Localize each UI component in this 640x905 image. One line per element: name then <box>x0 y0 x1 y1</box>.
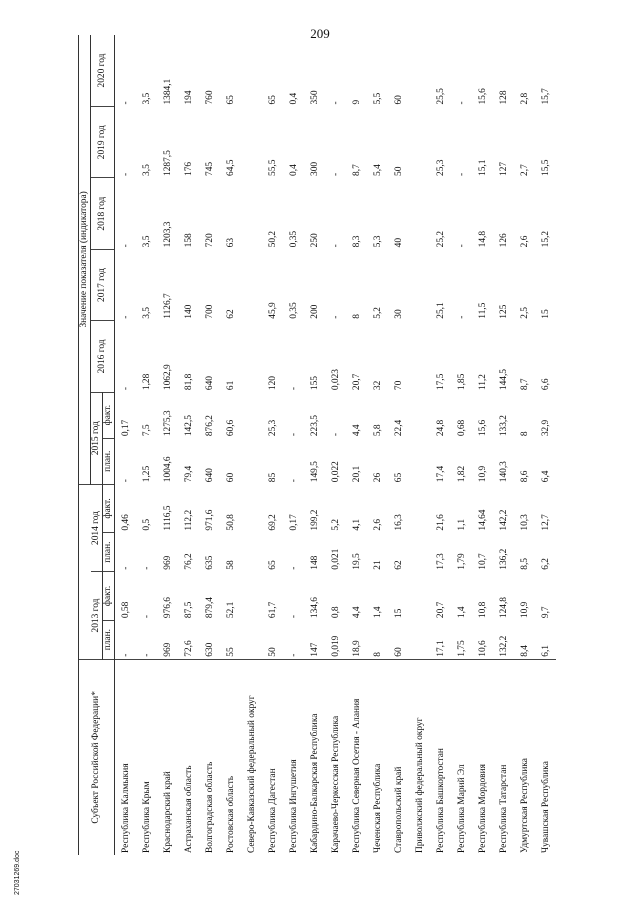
region-name: Республика Татарстан <box>498 764 509 853</box>
value-cell: 10,9 <box>477 465 488 483</box>
value-cell <box>241 35 262 107</box>
value-cell: 5,5 <box>372 92 383 105</box>
value-cell <box>241 438 262 484</box>
value-cell: 10,7 <box>477 553 488 570</box>
value-cell: 1,75 <box>451 620 472 659</box>
value-cell: 15,1 <box>477 159 488 176</box>
value-cell: 32,9 <box>540 419 551 437</box>
value-cell: 0,68 <box>456 419 467 437</box>
region-name: Республика Марий Эл <box>456 764 467 853</box>
value-cell <box>409 572 430 620</box>
value-cell: 0,8 <box>330 606 341 619</box>
table-row <box>304 35 325 855</box>
plan-2013-header: план. <box>103 620 115 659</box>
value-cell: 25,5 <box>435 88 446 105</box>
value-cell: 69,2 <box>267 514 278 531</box>
value-cell: 10,6 <box>472 620 493 659</box>
value-cell: 60 <box>388 620 409 659</box>
year-2018-header: 2018 год <box>91 178 115 249</box>
value-cell <box>409 392 430 438</box>
value-cell: 2,8 <box>519 92 530 105</box>
value-cell <box>409 107 430 178</box>
region-name: Республика Мордовия <box>477 764 488 853</box>
value-cell: - <box>456 172 467 176</box>
value-cell: 60,6 <box>225 419 236 437</box>
table-row <box>115 35 137 855</box>
value-cell: 969 <box>157 620 178 659</box>
value-cell: 25,3 <box>435 159 446 176</box>
value-cell: - <box>288 386 299 391</box>
year-2016-header: 2016 год <box>91 321 115 392</box>
value-cell: - <box>115 620 137 659</box>
value-cell: 25,2 <box>435 230 446 248</box>
value-cell: 8,7 <box>519 378 530 391</box>
value-cell <box>409 178 430 249</box>
value-cell: 32 <box>372 380 383 391</box>
value-cell: 0,019 <box>325 620 346 659</box>
value-cell: 635 <box>204 555 215 570</box>
value-cell: 0,35 <box>288 302 299 319</box>
value-cell: 2,7 <box>519 164 530 176</box>
value-cell: - <box>120 101 131 105</box>
region-name: Чувашская Республика <box>540 761 551 853</box>
federal-district-name: Северо-Кавказский федеральный округ <box>246 695 257 853</box>
indicator-table <box>78 35 556 855</box>
year-2013-header: 2013 год <box>91 572 103 660</box>
region-name: Удмуртская Республика <box>519 758 530 853</box>
federal-district-name: Приволжский федеральный округ <box>414 717 425 853</box>
value-cell <box>241 392 262 438</box>
value-cell: 6,1 <box>535 620 556 659</box>
value-cell: 1,82 <box>456 465 467 483</box>
value-cell: 1004,6 <box>162 456 173 483</box>
value-cell: 60 <box>225 472 236 483</box>
value-cell: 50 <box>393 166 404 176</box>
value-cell: 18,9 <box>346 620 367 659</box>
table-row <box>514 35 535 855</box>
value-cell: 1,25 <box>141 465 152 483</box>
value-cell: 144,5 <box>498 369 509 391</box>
value-cell: 976,6 <box>162 597 173 619</box>
value-cell: - <box>456 101 467 105</box>
group-row <box>409 35 430 855</box>
value-cell: 17,4 <box>435 465 446 483</box>
value-cell <box>241 533 262 572</box>
value-cell: - <box>120 315 131 319</box>
value-cell: 85 <box>267 472 278 483</box>
value-cell <box>409 249 430 320</box>
value-cell: 4,1 <box>351 518 362 531</box>
value-cell: 5,3 <box>372 235 383 248</box>
value-cell: 200 <box>309 304 320 319</box>
region-name: Кабардино-Балкарская Республика <box>309 713 320 853</box>
plan-2015-header: план. <box>103 438 115 484</box>
value-cell: 1062,9 <box>162 364 173 391</box>
value-cell: 140 <box>183 304 194 319</box>
value-cell: 2,5 <box>519 307 530 319</box>
value-cell: 3,5 <box>141 164 152 176</box>
value-cell: 45,9 <box>267 302 278 319</box>
value-cell: 1126,7 <box>162 293 173 319</box>
value-cell: 126 <box>498 233 509 248</box>
value-cell: 50 <box>262 620 283 659</box>
value-cell: 8 <box>367 620 388 659</box>
value-cell: 1203,3 <box>162 221 173 248</box>
value-cell: 6,6 <box>540 378 551 391</box>
value-cell: - <box>456 244 467 248</box>
value-cell: 720 <box>204 233 215 248</box>
value-cell: 140,3 <box>498 461 509 483</box>
table-row <box>367 35 388 855</box>
value-cell: 65 <box>267 560 278 570</box>
value-cell: 1,4 <box>372 606 383 619</box>
value-cell: 12,7 <box>540 514 551 531</box>
value-cell: 640 <box>204 376 215 391</box>
value-cell: - <box>330 315 341 319</box>
value-cell: 223,5 <box>309 415 320 437</box>
value-cell: 15,2 <box>540 230 551 248</box>
value-cell: 2,6 <box>519 235 530 248</box>
value-cell: 971,6 <box>204 509 215 531</box>
region-name: Республика Дагестан <box>267 768 278 853</box>
value-cell: 8 <box>351 314 362 319</box>
value-cell: 30 <box>393 309 404 319</box>
value-cell: 148 <box>309 555 320 570</box>
value-cell: 0,021 <box>330 548 341 570</box>
value-cell: 8,4 <box>514 620 535 659</box>
value-cell: 250 <box>309 233 320 248</box>
value-cell: 8,7 <box>351 164 362 176</box>
value-cell: 4,4 <box>351 424 362 437</box>
value-cell: - <box>456 315 467 319</box>
plan-2014-header: план. <box>103 533 115 572</box>
value-cell: 876,2 <box>204 415 215 437</box>
value-cell: 10,3 <box>519 514 530 531</box>
value-cell: - <box>330 172 341 176</box>
value-cell: 10,8 <box>477 601 488 619</box>
value-cell <box>241 321 262 392</box>
indicator-header: Значение показателя (индикатора) <box>79 35 91 484</box>
value-cell <box>409 533 430 572</box>
value-cell: 5,4 <box>372 164 383 176</box>
table-row <box>157 35 178 855</box>
value-cell: 20,1 <box>351 465 362 483</box>
region-name: Карачаево-Черкесская Республика <box>330 715 341 853</box>
value-cell: 0,022 <box>330 461 341 483</box>
value-cell: 10,9 <box>519 601 530 619</box>
value-cell: 8,6 <box>519 470 530 483</box>
value-cell: 87,5 <box>183 601 194 619</box>
value-cell: 8 <box>519 431 530 437</box>
value-cell: 15,5 <box>540 159 551 176</box>
value-cell: 1,4 <box>456 606 467 619</box>
table-row <box>283 35 304 855</box>
value-cell: 142,5 <box>183 415 194 437</box>
value-cell: 60 <box>393 95 404 105</box>
value-cell: 70 <box>393 380 404 391</box>
value-cell: 0,023 <box>330 369 341 391</box>
value-cell: 50,8 <box>225 514 236 531</box>
value-cell: 1287,5 <box>162 150 173 176</box>
value-cell: 64,5 <box>225 159 236 176</box>
value-cell: 63 <box>225 237 236 248</box>
value-cell: 640 <box>204 468 215 483</box>
year-2015-header: 2015 год <box>91 392 103 484</box>
value-cell: 1,85 <box>456 373 467 391</box>
value-cell <box>241 620 262 659</box>
value-cell <box>241 484 262 532</box>
value-cell: 55,5 <box>267 159 278 176</box>
value-cell: 3,5 <box>141 307 152 319</box>
value-cell: 120 <box>267 376 278 391</box>
value-cell: - <box>120 244 131 248</box>
region-name: Республика Крым <box>141 781 152 853</box>
value-cell: 15 <box>540 309 551 319</box>
group-row <box>241 35 262 855</box>
region-name: Республика Башкортостан <box>435 748 446 853</box>
value-cell: 4,4 <box>351 606 362 619</box>
value-cell: 72,6 <box>178 620 199 659</box>
table-row <box>136 35 157 855</box>
value-cell: 81,8 <box>183 373 194 391</box>
value-cell: 17,3 <box>435 553 446 570</box>
region-name: Республика Северная Осетия - Алания <box>351 698 362 853</box>
value-cell: 9,7 <box>540 606 551 619</box>
value-cell: 5,8 <box>372 424 383 437</box>
value-cell: 8,5 <box>519 558 530 570</box>
table-row <box>346 35 367 855</box>
value-cell: 17,1 <box>430 620 451 659</box>
table-row <box>199 35 220 855</box>
region-name: Ставропольский край <box>393 766 404 853</box>
region-name: Республика Калмыкия <box>120 763 131 853</box>
value-cell: 3,5 <box>141 92 152 105</box>
value-cell: - <box>288 614 299 619</box>
value-cell: 11,5 <box>477 302 488 319</box>
value-cell: 147 <box>304 620 325 659</box>
value-cell: 142,2 <box>498 509 509 531</box>
value-cell: 11,2 <box>477 374 488 391</box>
value-cell: 25,1 <box>435 302 446 319</box>
value-cell: 350 <box>309 90 320 105</box>
value-cell: 969 <box>162 555 173 570</box>
value-cell: 630 <box>199 620 220 659</box>
value-cell: 15,6 <box>477 88 488 105</box>
value-cell: 1,79 <box>456 553 467 570</box>
value-cell: 8,3 <box>351 235 362 248</box>
value-cell: 52,1 <box>225 601 236 619</box>
value-cell: - <box>120 172 131 176</box>
value-cell: 0,4 <box>288 164 299 176</box>
value-cell: 0,17 <box>120 419 131 437</box>
value-cell <box>241 572 262 620</box>
value-cell: - <box>330 244 341 248</box>
table-body <box>115 35 557 855</box>
value-cell: 19,5 <box>351 553 362 570</box>
value-cell: - <box>283 620 304 659</box>
value-cell: 155 <box>309 376 320 391</box>
table-row <box>325 35 346 855</box>
value-cell: 149,5 <box>309 461 320 483</box>
value-cell <box>409 484 430 532</box>
value-cell: 65 <box>393 472 404 483</box>
fact-2013-header: факт. <box>103 572 115 620</box>
value-cell <box>409 321 430 392</box>
value-cell: 0,58 <box>120 601 131 619</box>
value-cell: - <box>120 566 131 570</box>
value-cell: 199,2 <box>309 509 320 531</box>
value-cell: 15 <box>393 608 404 619</box>
value-cell: 65 <box>267 95 278 105</box>
value-cell: 25,3 <box>267 419 278 437</box>
value-cell: 62 <box>225 309 236 319</box>
value-cell: 79,4 <box>183 465 194 483</box>
region-name: Волгоградская область <box>204 761 215 853</box>
value-cell: 5,2 <box>330 518 341 531</box>
value-cell: 20,7 <box>435 601 446 619</box>
value-cell: 1116,5 <box>162 505 173 531</box>
value-cell: 0,5 <box>141 518 152 531</box>
value-cell <box>409 35 430 107</box>
value-cell: 194 <box>183 90 194 105</box>
value-cell: 20,7 <box>351 373 362 391</box>
value-cell: 127 <box>498 161 509 176</box>
value-cell: 158 <box>183 233 194 248</box>
value-cell: - <box>288 479 299 483</box>
table-row <box>388 35 409 855</box>
value-cell: 745 <box>204 161 215 176</box>
value-cell: 14,64 <box>477 509 488 531</box>
value-cell: 14,8 <box>477 230 488 248</box>
fact-2014-header: факт. <box>103 484 115 532</box>
value-cell: 22,4 <box>393 419 404 437</box>
value-cell: 133,2 <box>498 415 509 437</box>
value-cell: 26 <box>372 472 383 483</box>
value-cell: 1,28 <box>141 373 152 391</box>
value-cell: 1275,3 <box>162 410 173 437</box>
value-cell: 17,5 <box>435 373 446 391</box>
value-cell: 132,2 <box>493 620 514 659</box>
rotated-table-wrapper <box>78 35 568 855</box>
value-cell: 1384,1 <box>162 78 173 105</box>
value-cell: - <box>330 101 341 105</box>
region-name: Ростовская область <box>225 775 236 853</box>
value-cell <box>409 438 430 484</box>
year-2014-header: 2014 год <box>91 484 103 572</box>
value-cell: 879,4 <box>204 597 215 619</box>
value-cell: - <box>288 433 299 437</box>
year-2019-header: 2019 год <box>91 107 115 178</box>
value-cell: 65 <box>225 95 236 105</box>
value-cell: 0,17 <box>288 514 299 531</box>
value-cell: - <box>136 620 157 659</box>
table-row <box>451 35 472 855</box>
value-cell: 58 <box>225 560 236 570</box>
value-cell: 134,6 <box>309 597 320 619</box>
value-cell: - <box>120 479 131 483</box>
value-cell <box>241 249 262 320</box>
value-cell: 0,4 <box>288 92 299 105</box>
value-cell: 5,2 <box>372 307 383 319</box>
value-cell: 24,8 <box>435 419 446 437</box>
subject-header: Субъект Российской Федерации* <box>79 659 115 855</box>
value-cell: - <box>141 566 152 570</box>
value-cell: 0,35 <box>288 230 299 248</box>
value-cell: 128 <box>498 90 509 105</box>
value-cell: 62 <box>393 560 404 570</box>
value-cell: 61 <box>225 380 236 391</box>
value-cell: 125 <box>498 304 509 319</box>
value-cell: 2,6 <box>372 518 383 531</box>
value-cell: - <box>288 566 299 570</box>
value-cell <box>241 107 262 178</box>
value-cell: 124,8 <box>498 597 509 619</box>
table-row <box>535 35 556 855</box>
value-cell: 300 <box>309 161 320 176</box>
value-cell <box>409 620 430 659</box>
fact-2015-header: факт. <box>103 392 115 438</box>
value-cell: 15,7 <box>540 88 551 105</box>
value-cell: 40 <box>393 237 404 248</box>
table-row <box>430 35 451 855</box>
value-cell: 700 <box>204 304 215 319</box>
value-cell: 21,6 <box>435 514 446 531</box>
region-name: Астраханская область <box>183 765 194 853</box>
value-cell: - <box>141 614 152 619</box>
value-cell: 55 <box>220 620 241 659</box>
value-cell: 61,7 <box>267 601 278 619</box>
value-cell <box>241 178 262 249</box>
value-cell: 760 <box>204 90 215 105</box>
region-name: Чеченская Республика <box>372 763 383 853</box>
table-row <box>493 35 514 855</box>
value-cell: 76,2 <box>183 553 194 570</box>
table-row <box>262 35 283 855</box>
value-cell: 0,46 <box>120 514 131 531</box>
table-row <box>472 35 493 855</box>
year-2020-header: 2020 год <box>91 35 115 107</box>
value-cell: - <box>120 386 131 391</box>
region-name: Республика Ингушетия <box>288 759 299 853</box>
value-cell: 16,3 <box>393 514 404 531</box>
year-2017-header: 2017 год <box>91 249 115 320</box>
value-cell: 3,5 <box>141 235 152 248</box>
table-row <box>178 35 199 855</box>
value-cell: 15,6 <box>477 419 488 437</box>
value-cell: 176 <box>183 161 194 176</box>
value-cell: - <box>330 433 341 437</box>
page-number: 209 <box>310 26 330 41</box>
value-cell: 21 <box>372 560 383 570</box>
value-cell: 6,2 <box>540 558 551 570</box>
value-cell: 7,5 <box>141 424 152 437</box>
value-cell: 1,1 <box>456 518 467 531</box>
document-id: 27031269.doc <box>14 850 21 895</box>
table-row <box>220 35 241 855</box>
value-cell: 50,2 <box>267 230 278 248</box>
value-cell: 112,2 <box>183 509 194 531</box>
region-name: Краснодарский край <box>162 771 173 853</box>
value-cell: 6,4 <box>540 470 551 483</box>
value-cell: 9 <box>351 99 362 105</box>
value-cell: 136,2 <box>498 548 509 570</box>
